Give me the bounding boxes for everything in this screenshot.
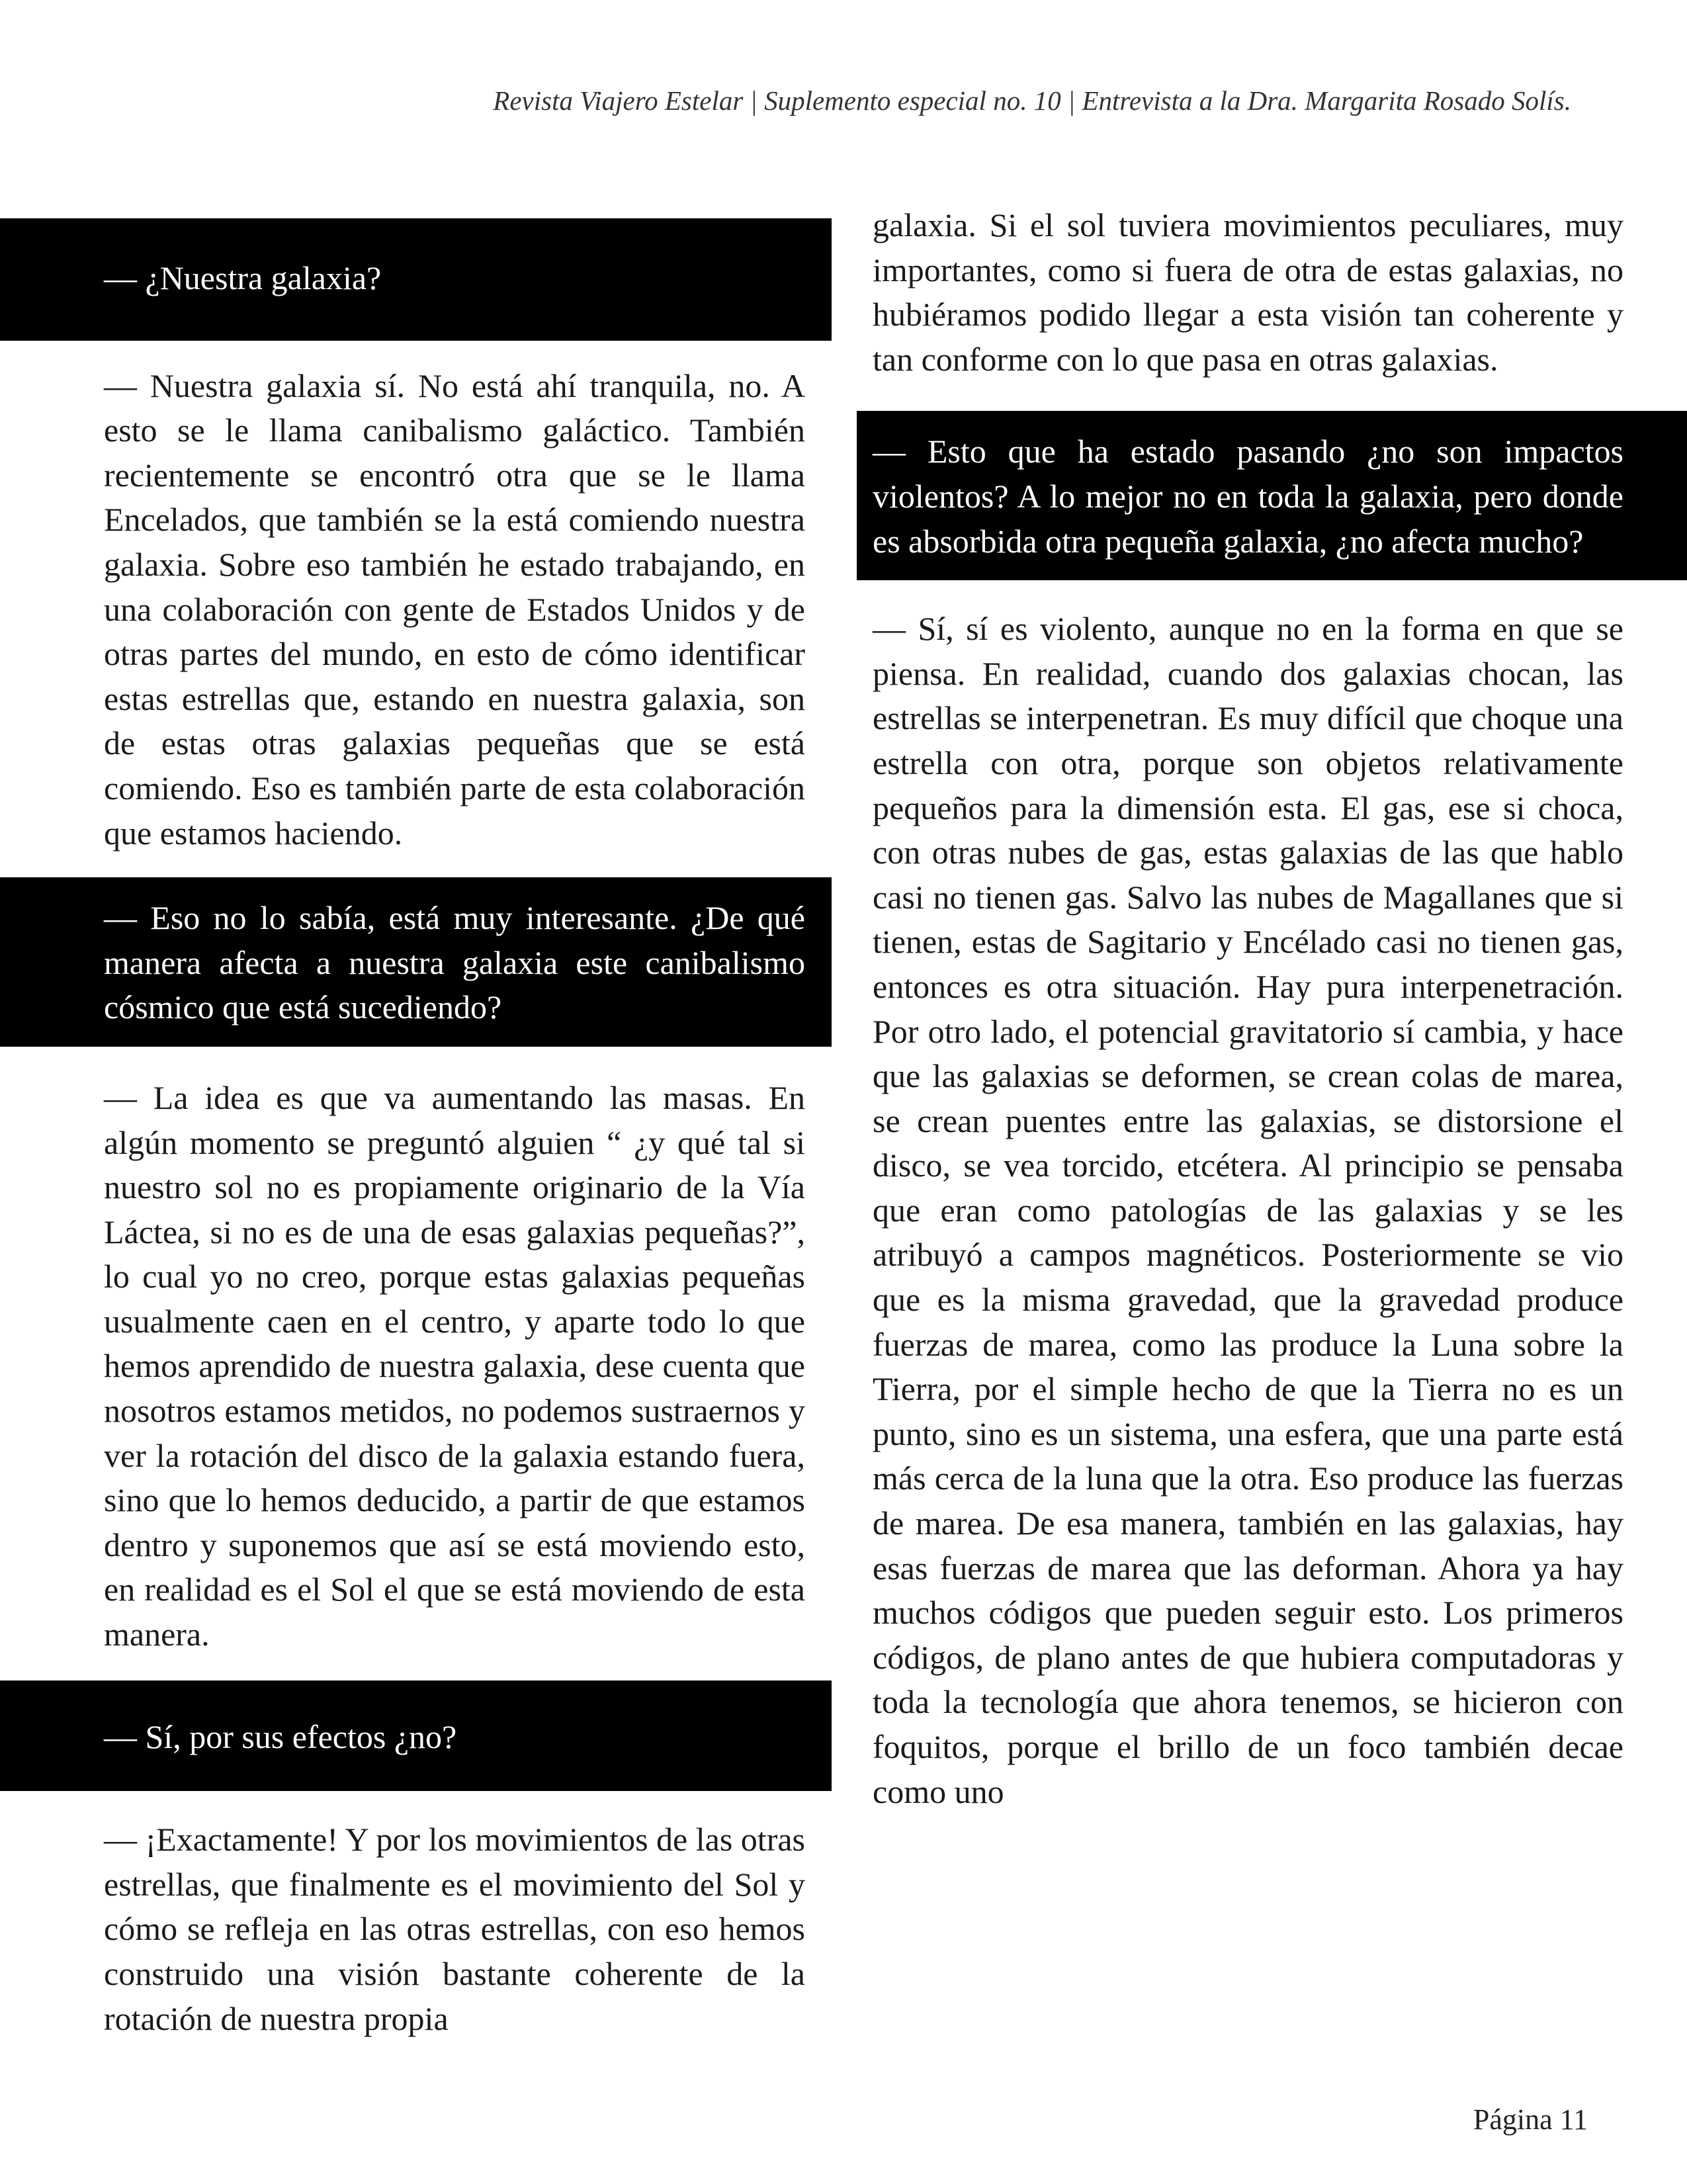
answer-paragraph: — Sí, sí es violento, aunque no en la forma en que se piensa. En realidad, cuando dos galaxias chocan, las estrellas se interpenetran. Es muy difícil que choque una estrella con otra, porque son objetos relativamente pequeños para la dimensión esta. El gas, ese si choca, con otras nubes de gas, estas galaxias de las que hablo casi no tienen gas. Salvo las nubes de Magallanes que si tienen, estas de Sagitario y Encélado casi no tienen gas, entonces es otra situación. Hay pura interpenetración. Por otro lado, el potencial gravitatorio sí cambia, y hace que las galaxias se deformen, se crean colas de marea, se crean puentes entre las galaxias, se distorsione el disco, se vea torcido, etcétera. Al principio se pensaba que eran como patologías de las galaxias y se les atribuyó a campos magnéticos. Posteriormente se vio que es la misma gravedad, que la gravedad produce fuerzas de marea, como las produce la Luna sobre la Tierra, por el simple hecho de que la Tierra no es un punto, sino es un sistema, una esfera, que una parte está más cerca de la luna que la otra. Eso produce las fuerzas de marea. De esa manera, también en las galaxias, hay esas fuerzas de marea que las deforman. Ahora ya hay muchos códigos que pueden seguir esto. Los primeros códigos, de plano antes de que hubiera computadoras y toda la tecnología que ahora tenemos, se hicieron con foquitos, porque el brillo de un foco también decae como uno — [873, 610, 1623, 1810]
answer-paragraph: — Nuestra galaxia sí. No está ahí tranquila, no. A esto se le llama canibalismo galáctico. También recientemente se encontró otra que se le llama Encelados, que también se la está comiendo nuestra galaxia. Sobre eso también he estado trabajando, en una colaboración con gente de Estados Unidos y de otras partes del mundo, en esto de cómo identificar estas estrellas que, estando en nuestra galaxia, son de estas otras galaxias pequeñas que se está comiendo. Eso es también parte de esta colaboración que estamos haciendo. — [104, 367, 805, 852]
answer-paragraph: — La idea es que va aumentando las masas. En algún momento se preguntó alguien “ ¿y qué tal si nuestro sol no es propiamente originario de la Vía Láctea, si no es de una de esas galaxias pequeñas?”, lo cual yo no creo, porque estas galaxias pequeñas usualmente caen en el centro, y aparte todo lo que hemos aprendido de nuestra galaxia, dese cuenta que nosotros estamos metidos, no podemos sustraernos y ver la rotación del disco de la galaxia estando fuera, sino que lo hemos deducido, a partir de que estamos dentro y suponemos que así se está moviendo esto, en realidad es el Sol el que se está moviendo de esta manera. — [104, 1078, 805, 1653]
right-column — [857, 208, 1687, 1814]
question-block: — Sí, por sus efectos ¿no? — [0, 1681, 832, 1792]
question-block: — Eso no lo sabía, está muy interesante. ¿De qué manera afecta a nuestra galaxia este canibalismo cósmico que está sucediendo? — [0, 877, 832, 1047]
left-column — [0, 208, 832, 2041]
running-header: Revista Viajero Estelar | Suplemento especial no. 10 | Entrevista a la Dra. Margarita Rosado Solís. — [493, 85, 1571, 116]
answer-paragraph-continued: galaxia. Si el sol tuviera movimientos peculiares, muy importantes, como si fuera de otra de estas galaxias, no hubiéramos podido llegar a esta visión tan coherente y tan conforme con lo que pasa en otras galaxias. — [873, 206, 1623, 378]
answer-paragraph: — ¡Exactamente! Y por los movimientos de las otras estrellas, que finalmente es el movimiento del Sol y cómo se refleja en las otras estrellas, con eso hemos construido una visión bastante coherente de la rotación de nuestra propia — [104, 1821, 805, 2037]
question-block: — ¿Nuestra galaxia? — [0, 218, 832, 341]
question-block: — Esto que ha estado pasando ¿no son impactos violentos? A lo mejor no en toda la galaxia, pero donde es absorbida otra pequeña galaxia, ¿no afecta mucho? — [857, 411, 1687, 580]
page-number: Página 11 — [1473, 2103, 1588, 2136]
